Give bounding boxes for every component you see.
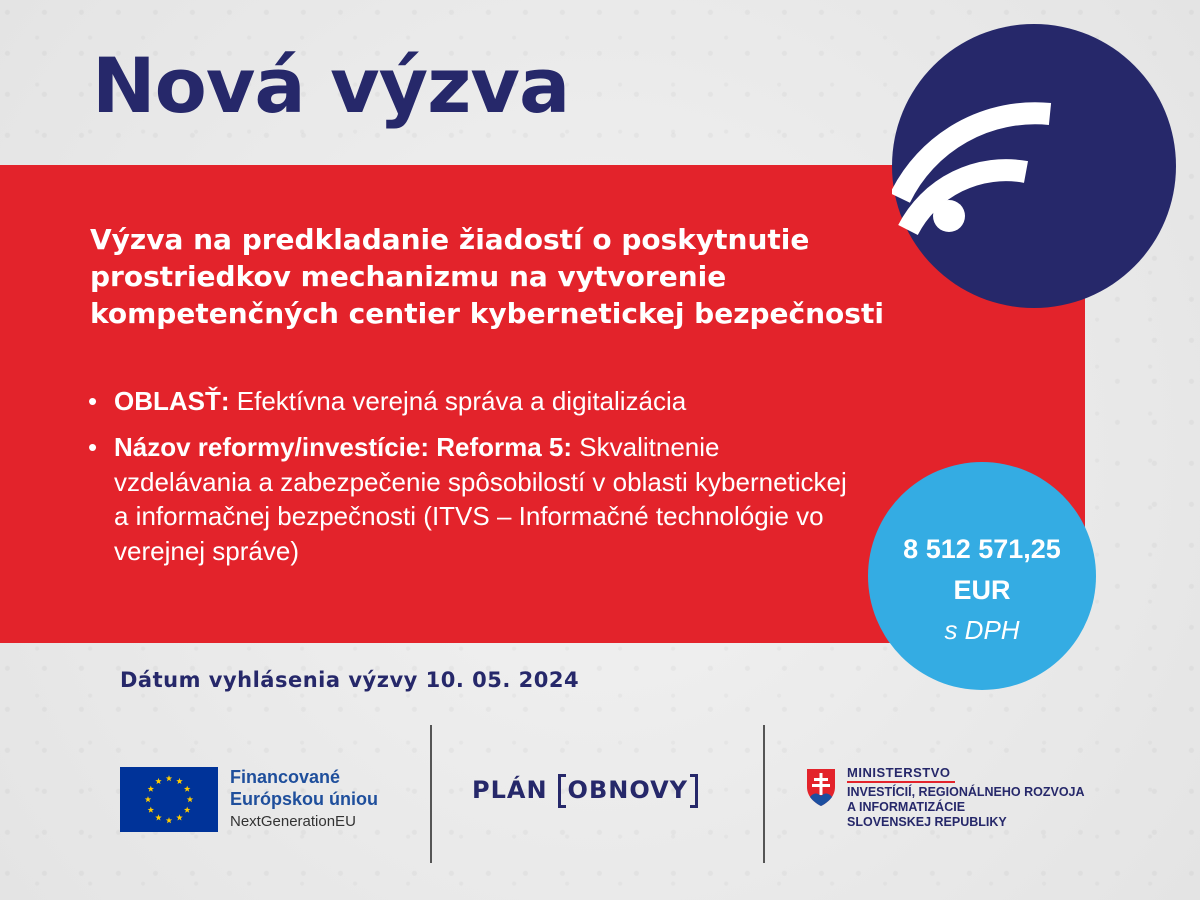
ministry-line-1: MINISTERSTVO xyxy=(847,765,955,783)
amount-badge xyxy=(868,462,1096,690)
eu-star xyxy=(166,775,172,781)
obnovy-word: OBNOVY xyxy=(567,776,689,804)
wifi-badge xyxy=(892,24,1176,308)
eu-star xyxy=(184,807,190,813)
eu-star xyxy=(145,796,151,802)
page-title: Nová výzva xyxy=(92,41,570,130)
eu-star xyxy=(184,786,190,792)
bullet-item-reform: • Názov reformy/investície: Reforma 5: Skvalitnenie vzdelávania a zabezpečenie spôsobilostí v oblasti kybernetickej a informačnej bezpečnosti (ITVS – Informačné technológie vo verejnej správe) xyxy=(88,431,847,567)
eu-flag-icon xyxy=(120,767,218,832)
eu-funding-logo xyxy=(230,766,378,834)
bullet-item-area: • OBLASŤ: Efektívna verejná správa a digitalizácia xyxy=(88,386,687,416)
footer-divider xyxy=(430,725,432,863)
eu-star xyxy=(187,796,193,802)
ministry-line-4: SLOVENSKEJ REPUBLIKY xyxy=(847,815,1007,829)
bullet-label: Názov reformy/investície: Reforma 5: xyxy=(114,431,573,462)
eu-star xyxy=(155,814,161,820)
amount-currency: EUR xyxy=(953,575,1011,605)
bullet-label: OBLASŤ: xyxy=(114,386,230,416)
ministry-line-3: A INFORMATIZÁCIE xyxy=(847,800,966,814)
ministry-line-2: INVESTÍCIÍ, REGIONÁLNEHO ROZVOJA xyxy=(847,785,1085,799)
plan-word: PLÁN xyxy=(472,776,548,804)
slovak-coat-of-arms-icon xyxy=(805,767,837,807)
eu-star xyxy=(155,778,161,784)
bullet-text: Efektívna verejná správa a digitalizácia xyxy=(236,386,687,416)
eu-line-2: Európskou úniou xyxy=(230,789,378,809)
plan-obnovy-logo xyxy=(472,776,698,804)
footer-divider xyxy=(763,725,765,863)
eu-star xyxy=(176,778,182,784)
eu-star xyxy=(176,814,182,820)
amount-value: 8 512 571,25 xyxy=(903,534,1061,564)
call-headline: Výzva na predkladanie žiadostí o poskytnutie prostriedkov mechanizmu na vytvorenie kompetenčných centier kybernetickej bezpečnosti xyxy=(90,223,884,330)
eu-star xyxy=(166,817,172,823)
bullet-list xyxy=(88,384,858,569)
announcement-date: Dátum vyhlásenia výzvy 10. 05. 2024 xyxy=(120,668,580,692)
eu-line-1: Financované xyxy=(230,767,341,787)
bullet-text: Skvalitnenie vzdelávania a zabezpečenie spôsobilostí v oblasti kybernetickej a informačnej bezpečnosti (ITVS – Informačné technológie vo verejnej správe) xyxy=(114,431,847,567)
eu-star xyxy=(148,807,154,813)
eu-star xyxy=(148,786,154,792)
eu-line-3: NextGenerationEU xyxy=(230,813,356,830)
amount-vat: s DPH xyxy=(944,615,1020,645)
wifi-icon xyxy=(892,24,1176,308)
